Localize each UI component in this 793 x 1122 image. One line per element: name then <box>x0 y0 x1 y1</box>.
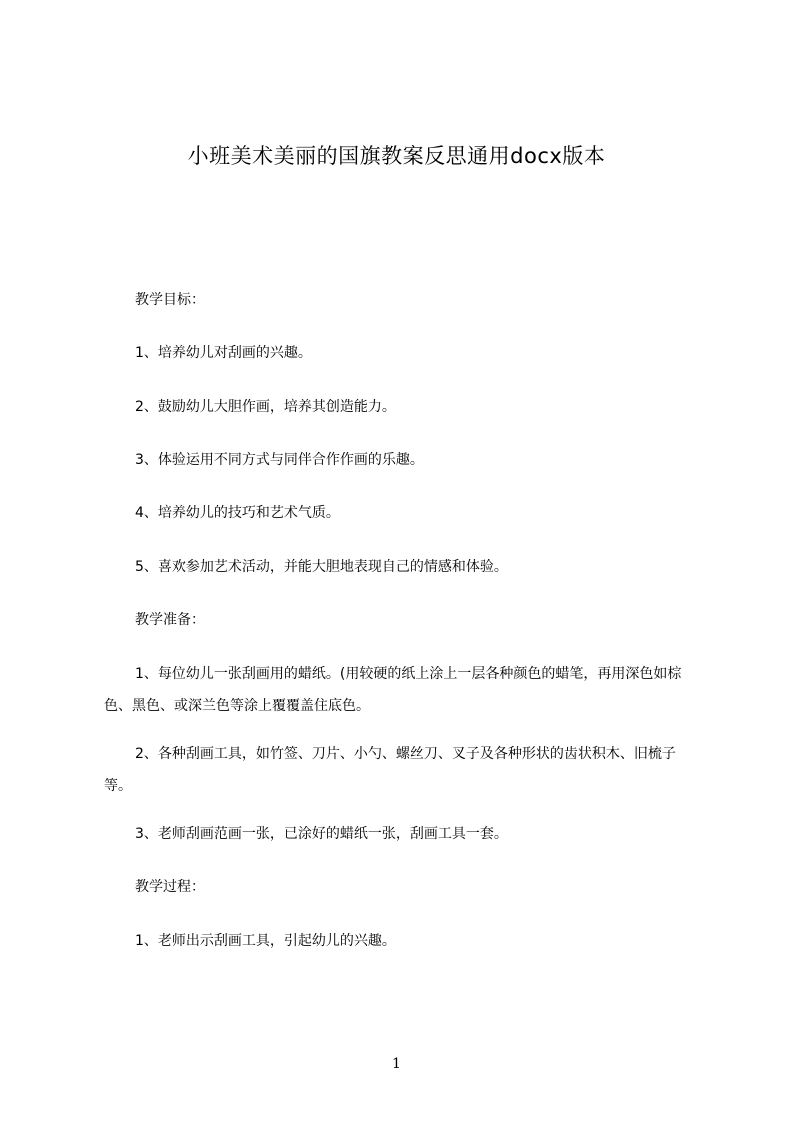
paragraph-objective-4: 4、培养幼儿的技巧和艺术气质。 <box>135 505 340 521</box>
paragraph-process-1: 1、老师出示刮画工具，引起幼儿的兴趣。 <box>135 933 396 949</box>
section-heading-objectives: 教学目标： <box>135 292 205 308</box>
page-number: 1 <box>392 1056 401 1072</box>
paragraph-preparation-3: 3、老师刮画范画一张，已涂好的蜡纸一张，刮画工具一套。 <box>135 826 508 842</box>
paragraph-preparation-2: 2、各种刮画工具，如竹签、刀片、小勺、螺丝刀、叉子及各种形状的齿状积木、旧梳子等。 <box>104 746 676 794</box>
section-heading-process: 教学过程： <box>135 879 205 895</box>
section-heading-preparation: 教学准备： <box>135 612 205 628</box>
paragraph-objective-5: 5、喜欢参加艺术活动，并能大胆地表现自己的情感和体验。 <box>135 559 508 575</box>
paragraph-objective-2: 2、鼓励幼儿大胆作画，培养其创造能力。 <box>135 399 396 415</box>
paragraph-objective-1: 1、培养幼儿对刮画的兴趣。 <box>135 345 312 361</box>
paragraph-objective-3: 3、体验运用不同方式与同伴合作作画的乐趣。 <box>135 452 424 468</box>
paragraph-preparation-1: 1、每位幼儿一张刮画用的蜡纸。(用较硬的纸上涂上一层各种颜色的蜡笔，再用深色如棕色、黑色、或深兰色等涂上覆覆盖住底色。 <box>104 666 682 714</box>
document-title: 小班美术美丽的国旗教案反思通用docx版本 <box>187 144 606 168</box>
